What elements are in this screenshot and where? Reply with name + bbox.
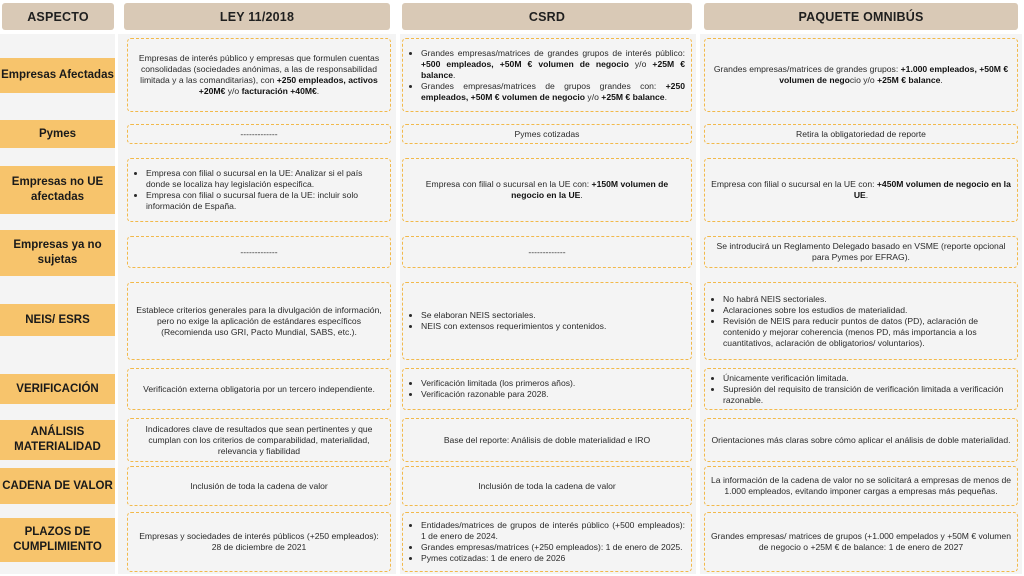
cell-csrd-verificacion: [402, 368, 692, 410]
list-item: • NEIS con extensos requerimientos y contenidos.: [421, 321, 606, 332]
header-csrd: CSRD: [402, 3, 692, 30]
cell-ley-pymes: -------------: [127, 124, 391, 144]
row-label-plazos: PLAZOS DE CUMPLIMIENTO: [0, 518, 115, 562]
header-ley: LEY 11/2018: [124, 3, 390, 30]
row-label-neis: NEIS/ ESRS: [0, 304, 115, 336]
cell-ley-materialidad: Indicadores clave de resultados que sean pertinentes y que cumplan con los criterios de comparabilidad, materialidad, relevancia y fiabilidad: [127, 418, 391, 462]
list-item: • Verificación limitada (los primeros años).: [421, 378, 575, 389]
list-item: • Verificación razonable para 2028.: [421, 389, 575, 400]
cell-omnibus-empresas-afectadas: Grandes empresas/matrices de grandes grupos: +1.000 empleados, +50M € volumen de negocio y/o +25M € balance.: [704, 38, 1018, 112]
cell-csrd-no-ue: Empresa con filial o sucursal en la UE con: +150M volumen de negocio en la UE.: [402, 158, 692, 222]
cell-csrd-pymes: Pymes cotizadas: [402, 124, 692, 144]
list-item: • Grandes empresas/matrices (+250 empleados): 1 de enero de 2025.: [421, 542, 685, 553]
cell-ley-cadena: Inclusión de toda la cadena de valor: [127, 466, 391, 506]
cell-omnibus-neis: [704, 282, 1018, 360]
cell-omnibus-plazos: Grandes empresas/ matrices de grupos (+1.000 empelados y +50M € volumen de negocio o +25M € de balance: 1 de enero de 2027: [704, 512, 1018, 572]
cell-omnibus-no-sujetas: Se introducirá un Reglamento Delegado basado en VSME (reporte opcional para Pymes por EFRAG).: [704, 236, 1018, 268]
cell-csrd-no-sujetas: -------------: [402, 236, 692, 268]
list-item: • Únicamente verificación limitada.: [723, 373, 1011, 384]
row-label-verificacion: VERIFICACIÓN: [0, 374, 115, 404]
row-label-pymes: Pymes: [0, 120, 115, 148]
cell-ley-empresas-afectadas: Empresas de interés público y empresas que formulen cuentas consolidadas (sociedades anónimas, a las de responsabilidad limitada y a las comanditarias), con +250 empleados, activos +20M€ y/o facturación +40M€.: [127, 38, 391, 112]
cell-csrd-empresas-afectadas: [402, 38, 692, 112]
cell-ley-verificacion: Verificación externa obligatoria por un tercero independiente.: [127, 368, 391, 410]
header-omnibus: PAQUETE OMNIBÚS: [704, 3, 1018, 30]
list-item: • Se elaboran NEIS sectoriales.: [421, 310, 606, 321]
cell-csrd-neis: [402, 282, 692, 360]
list-item: • Supresión del requisito de transición de verificación limitada a verificación razonable.: [723, 384, 1011, 406]
cell-ley-no-sujetas: -------------: [127, 236, 391, 268]
cell-omnibus-no-ue: Empresa con filial o sucursal en la UE con: +450M volumen de negocio en la UE.: [704, 158, 1018, 222]
cell-ley-no-ue: [127, 158, 391, 222]
list-item: • Grandes empresas/matrices de grupos grandes con: +250 empleados, +50M € volumen de negocio y/o +25M € balance.: [421, 81, 685, 103]
list-item: • Aclaraciones sobre los estudios de materialidad.: [723, 305, 1011, 316]
list-item: • Empresa con filial o sucursal fuera de la UE: incluir solo información de España.: [146, 190, 384, 212]
row-label-materialidad: ANÁLISIS MATERIALIDAD: [0, 420, 115, 460]
list-item: • Empresa con filial o sucursal en la UE: Analizar si el país donde se localiza hay legislación especifica.: [146, 168, 384, 190]
row-label-no-ue: Empresas no UE afectadas: [0, 166, 115, 214]
cell-omnibus-materialidad: Orientaciones más claras sobre cómo aplicar el análisis de doble materialidad.: [704, 418, 1018, 462]
cell-omnibus-cadena: La información de la cadena de valor no se solicitará a empresas de menos de 1.000 empleados, evitando imponer cargas a empresas más pequeñas.: [704, 466, 1018, 506]
list-item: • Revisión de NEIS para reducir puntos de datos (PD), aclaración de contenido y mejorar coherencia (menos PD, más importancia a los cuantitativos, aclaración de obligatorios/ voluntarios).: [723, 316, 1011, 349]
cell-ley-plazos: Empresas y sociedades de interés públicos (+250 empleados): 28 de diciembre de 2021: [127, 512, 391, 572]
cell-csrd-cadena: Inclusión de toda la cadena de valor: [402, 466, 692, 506]
list-item: • Grandes empresas/matrices de grandes grupos de interés público: +500 empleados, +50M € volumen de negocio y/o +25M € balance.: [421, 48, 685, 81]
header-aspecto: ASPECTO: [2, 3, 114, 30]
row-label-empresas-afectadas: Empresas Afectadas: [0, 58, 115, 93]
cell-omnibus-verificacion: [704, 368, 1018, 410]
list-item: • No habrá NEIS sectoriales.: [723, 294, 1011, 305]
list-item: • Pymes cotizadas: 1 de enero de 2026: [421, 553, 685, 564]
cell-omnibus-pymes: Retira la obligatoriedad de reporte: [704, 124, 1018, 144]
cell-csrd-plazos: [402, 512, 692, 572]
cell-ley-neis: Establece criterios generales para la divulgación de información, pero no exige la aplicación de estándares específicos (Recomienda uso GRI, Pacto Mundial, SABS, etc.).: [127, 282, 391, 360]
cell-csrd-materialidad: Base del reporte: Análisis de doble materialidad e IRO: [402, 418, 692, 462]
row-label-no-sujetas: Empresas ya no sujetas: [0, 230, 115, 276]
row-label-cadena: CADENA DE VALOR: [0, 468, 115, 504]
list-item: • Entidades/matrices de grupos de interés público (+500 empleados): 1 de enero de 2024.: [421, 520, 685, 542]
